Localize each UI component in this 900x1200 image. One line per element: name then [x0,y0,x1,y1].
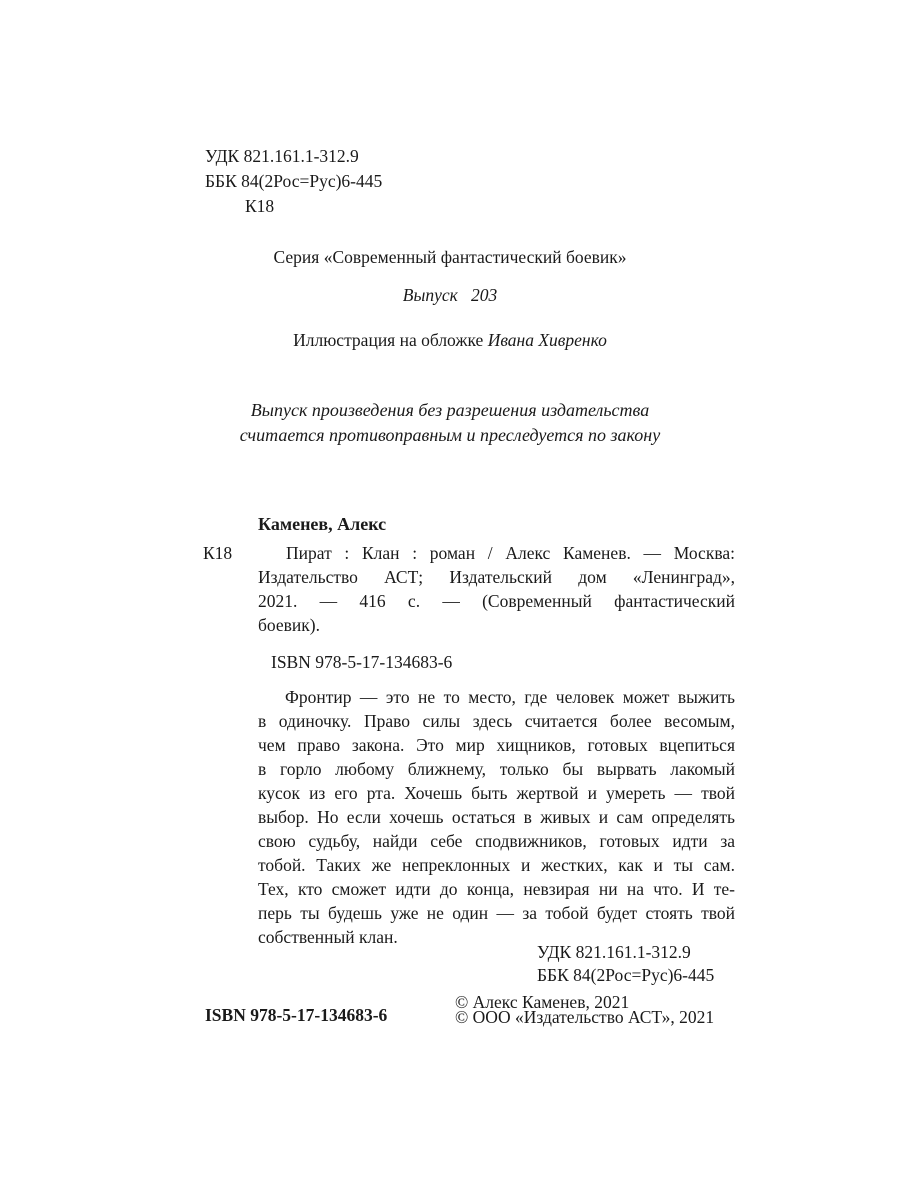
illustration-credit [0,330,900,351]
series-line [0,247,900,268]
bbk-code-bottom: ББК 84(2Рос=Рус)6-445 [537,965,715,985]
series-name: «Современный фантастический боевик» [323,247,627,267]
annotation-line: в одиночку. Право силы здесь считается более весомым, [258,711,735,731]
annotation-line: свою судьбу, найди себе сподвижников, готовых идти за [258,831,735,851]
annotation-line: кусок из его рта. Хочешь быть жертвой и умереть — твой [258,783,735,803]
copyright-publisher: © ООО «Издательство АСТ», 2021 [455,1007,715,1027]
udk-code-bottom: УДК 821.161.1-312.9 [537,942,691,962]
annotation-line: чем право закона. Это мир хищников, готовых вцепиться [258,735,735,755]
issue-label: Выпуск [402,285,458,305]
annotation-line: собственный клан. [258,927,398,947]
annotation-line: Фронтир — это не то место, где человек может выжить [285,687,735,707]
illustration-artist: Ивана Хивренко [487,330,607,350]
annotation-line: в горло любому ближнему, только бы вырвать лакомый [258,759,735,779]
bib-description-line-3: 2021. — 416 с. — (Современный фантастический [258,591,735,611]
bib-description-line-4: боевик). [258,615,320,635]
bib-description-line-1: Пират : Клан : роман / Алекс Каменев. — Москва: [286,543,735,563]
issue-line [0,285,900,306]
annotation-line: выбор. Но если хочешь остаться в живых и сам определять [258,807,735,827]
annotation-line: тобой. Таких же непреклонных и жестких, как и ты сам. [258,855,735,875]
legal-notice-line-2: считается противоправным и преследуется по закону [239,425,661,445]
bbk-code-top: ББК 84(2Рос=Рус)6-445 [205,171,383,191]
copyright-author: © Алекс Каменев, 2021 [455,992,630,1012]
series-prefix: Серия [273,247,324,267]
bib-description-line-2: Издательство АСТ; Издательский дом «Ленинград», [258,567,735,587]
legal-notice-line-1: Выпуск произведения без разрешения издательства [250,400,650,420]
author-mark-top: К18 [245,196,275,216]
bib-author: Каменев, Алекс [258,514,387,534]
bib-isbn: ISBN 978-5-17-134683-6 [271,652,453,672]
bib-mark: К18 [203,543,233,563]
illustration-label: Иллюстрация на обложке [293,330,488,350]
udk-code-top: УДК 821.161.1-312.9 [205,146,359,166]
issue-number: 203 [470,285,498,305]
annotation-line: перь ты будешь уже не один — за тобой будет стоять твой [258,903,735,923]
annotation-line: Тех, кто сможет идти до конца, невзирая ни на что. И те- [258,879,735,899]
footer-isbn: ISBN 978-5-17-134683-6 [205,1005,388,1025]
